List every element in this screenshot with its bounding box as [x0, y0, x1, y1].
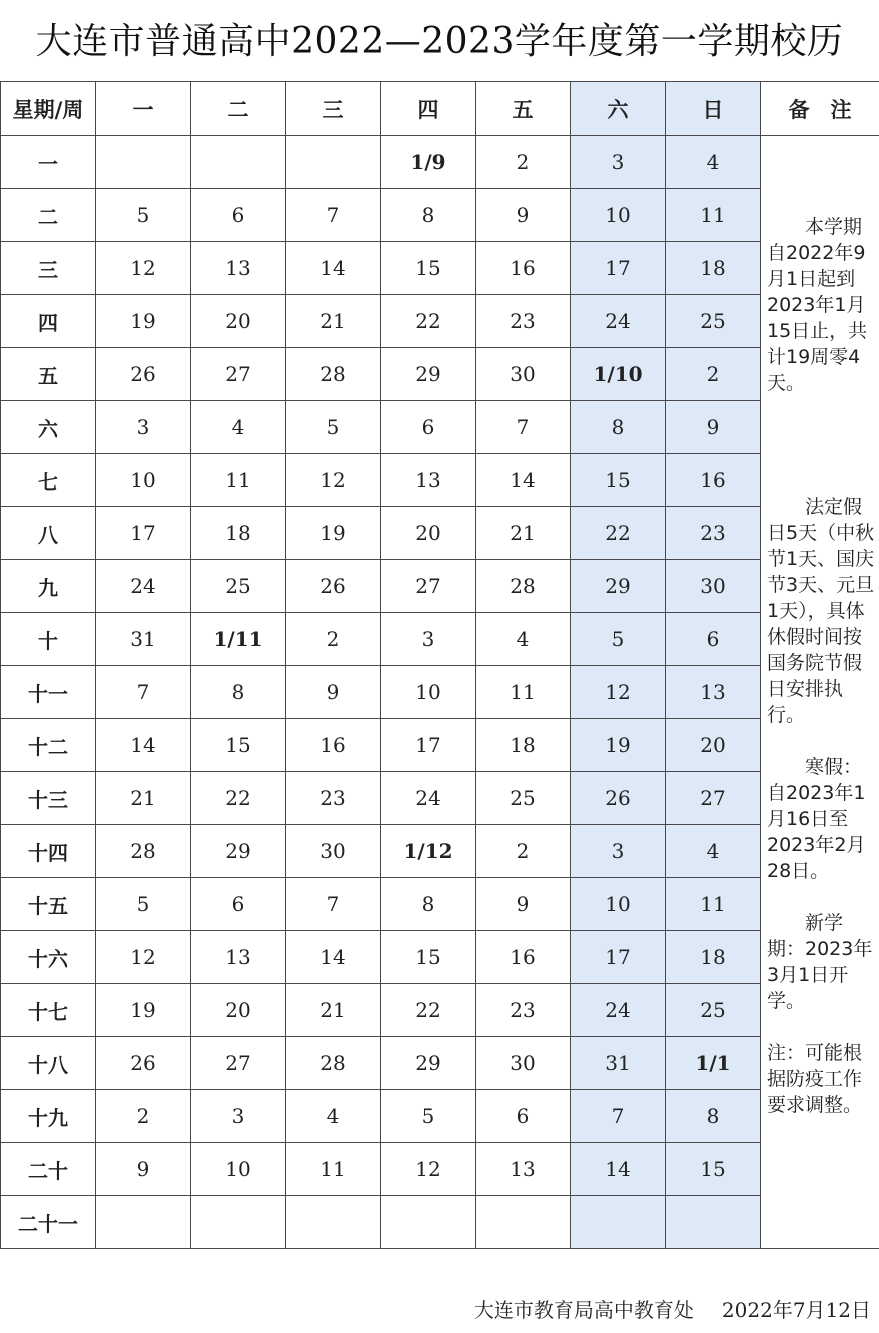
date-cell: 25: [666, 295, 761, 348]
date-cell: 11: [476, 666, 571, 719]
date-cell: 6: [191, 878, 286, 931]
date-cell: 29: [381, 1037, 476, 1090]
date-cell: 3: [381, 613, 476, 666]
date-cell: 8: [666, 1090, 761, 1143]
week-label: 十一: [1, 666, 96, 719]
date-cell: 4: [666, 825, 761, 878]
date-cell: 3: [571, 825, 666, 878]
date-cell: 11: [286, 1143, 381, 1196]
date-cell: 2: [666, 348, 761, 401]
week-row: [1, 878, 879, 931]
week-label: 十二: [1, 719, 96, 772]
week-label: 九: [1, 560, 96, 613]
date-cell: 15: [191, 719, 286, 772]
date-cell: 4: [476, 613, 571, 666]
week-row: [1, 401, 879, 454]
date-cell: 10: [381, 666, 476, 719]
date-cell: 2: [476, 825, 571, 878]
date-cell: 12: [286, 454, 381, 507]
date-cell: 29: [381, 348, 476, 401]
date-cell: 5: [571, 613, 666, 666]
date-cell: 20: [191, 295, 286, 348]
week-row: [1, 1196, 879, 1249]
date-cell: 12: [381, 1143, 476, 1196]
date-cell: 6: [191, 189, 286, 242]
date-cell: 27: [191, 348, 286, 401]
date-cell: 15: [381, 242, 476, 295]
date-cell: 24: [381, 772, 476, 825]
date-cell: 1/11: [191, 613, 286, 666]
week-label: 十八: [1, 1037, 96, 1090]
week-label: 十七: [1, 984, 96, 1037]
date-cell: 22: [571, 507, 666, 560]
date-cell: 25: [666, 984, 761, 1037]
date-cell: 4: [191, 401, 286, 454]
footer: [446, 1294, 871, 1323]
date-cell: 23: [286, 772, 381, 825]
date-cell: 6: [381, 401, 476, 454]
week-row: [1, 189, 879, 242]
week-row: [1, 984, 879, 1037]
date-cell: 2: [96, 1090, 191, 1143]
date-cell: 21: [96, 772, 191, 825]
calendar-body: [1, 136, 879, 1249]
week-label: 二十一: [1, 1196, 96, 1249]
week-label: 十九: [1, 1090, 96, 1143]
day-header-mon: 一: [96, 82, 191, 136]
date-cell: 9: [96, 1143, 191, 1196]
date-cell: 19: [571, 719, 666, 772]
date-cell: 3: [571, 136, 666, 189]
date-cell: [286, 1196, 381, 1249]
week-label: 十五: [1, 878, 96, 931]
note-holiday: 法定假日5天（中秋节1天、国庆节3天、元旦1天），具体休假时间按国务院节假日安排执行。: [767, 496, 875, 726]
date-cell: 21: [286, 295, 381, 348]
date-cell: 9: [476, 878, 571, 931]
date-cell: 7: [286, 878, 381, 931]
week-row: [1, 1143, 879, 1196]
week-row: [1, 295, 879, 348]
date-cell: 6: [666, 613, 761, 666]
date-cell: 7: [476, 401, 571, 454]
week-row: [1, 666, 879, 719]
date-cell: 28: [96, 825, 191, 878]
day-header-fri: 五: [476, 82, 571, 136]
header-row: [1, 82, 879, 136]
date-cell: 14: [571, 1143, 666, 1196]
page-title: 大连市普通高中2022—2023学年度第一学期校历: [35, 21, 844, 62]
date-cell: 28: [286, 348, 381, 401]
day-header-sun: 日: [666, 82, 761, 136]
date-cell: 27: [381, 560, 476, 613]
date-cell: 17: [571, 242, 666, 295]
week-label: 二十: [1, 1143, 96, 1196]
week-label: 十四: [1, 825, 96, 878]
note-term: 本学期自2022年9月1日起到2023年1月15日止，共计19周零4天。: [767, 216, 868, 394]
week-row: [1, 507, 879, 560]
date-cell: 9: [476, 189, 571, 242]
date-cell: 23: [476, 984, 571, 1037]
date-cell: 8: [381, 189, 476, 242]
date-cell: 13: [191, 931, 286, 984]
week-row: [1, 1090, 879, 1143]
week-label: 十: [1, 613, 96, 666]
date-cell: 17: [96, 507, 191, 560]
date-cell: 26: [96, 1037, 191, 1090]
week-label: 十三: [1, 772, 96, 825]
week-row: [1, 242, 879, 295]
date-cell: 1/1: [666, 1037, 761, 1090]
date-cell: 16: [286, 719, 381, 772]
date-cell: 18: [476, 719, 571, 772]
date-cell: 3: [191, 1090, 286, 1143]
week-label: 六: [1, 401, 96, 454]
date-cell: 12: [96, 931, 191, 984]
date-cell: 18: [191, 507, 286, 560]
date-cell: 26: [96, 348, 191, 401]
note-new-term: 新学期：2023年3月1日开学。: [767, 912, 873, 1012]
date-cell: 20: [191, 984, 286, 1037]
date-cell: [96, 136, 191, 189]
date-cell: 24: [571, 984, 666, 1037]
day-header-tue: 二: [191, 82, 286, 136]
date-cell: 22: [191, 772, 286, 825]
date-cell: 13: [666, 666, 761, 719]
date-cell: 14: [96, 719, 191, 772]
date-cell: 30: [286, 825, 381, 878]
date-cell: 7: [571, 1090, 666, 1143]
date-cell: 14: [286, 931, 381, 984]
date-cell: 22: [381, 295, 476, 348]
footer-date: 2022年7月12日: [721, 1298, 871, 1322]
date-cell: 27: [191, 1037, 286, 1090]
week-label: 三: [1, 242, 96, 295]
week-row: [1, 772, 879, 825]
date-cell: 4: [666, 136, 761, 189]
date-cell: 14: [286, 242, 381, 295]
date-cell: 8: [571, 401, 666, 454]
date-cell: 28: [286, 1037, 381, 1090]
date-cell: [666, 1196, 761, 1249]
date-cell: 30: [476, 348, 571, 401]
date-cell: 5: [381, 1090, 476, 1143]
date-cell: 3: [96, 401, 191, 454]
week-label: 五: [1, 348, 96, 401]
date-cell: 21: [286, 984, 381, 1037]
notes-cell: [761, 136, 879, 1249]
date-cell: 16: [666, 454, 761, 507]
date-cell: 13: [476, 1143, 571, 1196]
date-cell: 16: [476, 242, 571, 295]
week-label: 一: [1, 136, 96, 189]
date-cell: 11: [666, 189, 761, 242]
date-cell: 8: [381, 878, 476, 931]
date-cell: 14: [476, 454, 571, 507]
week-label: 七: [1, 454, 96, 507]
date-cell: 21: [476, 507, 571, 560]
date-cell: 30: [476, 1037, 571, 1090]
date-cell: 23: [476, 295, 571, 348]
date-cell: 16: [476, 931, 571, 984]
date-cell: 15: [381, 931, 476, 984]
date-cell: 17: [571, 931, 666, 984]
date-cell: 5: [96, 189, 191, 242]
date-cell: 9: [666, 401, 761, 454]
date-cell: [191, 1196, 286, 1249]
date-cell: 25: [191, 560, 286, 613]
week-label: 十六: [1, 931, 96, 984]
date-cell: 20: [666, 719, 761, 772]
week-row: [1, 1037, 879, 1090]
date-cell: 8: [191, 666, 286, 719]
date-cell: 18: [666, 931, 761, 984]
date-cell: 5: [96, 878, 191, 931]
date-cell: 20: [381, 507, 476, 560]
date-cell: [191, 136, 286, 189]
week-label: 八: [1, 507, 96, 560]
date-cell: 29: [191, 825, 286, 878]
day-header-sat: 六: [571, 82, 666, 136]
date-cell: 22: [381, 984, 476, 1037]
date-cell: [476, 1196, 571, 1249]
date-cell: 5: [286, 401, 381, 454]
week-row: [1, 348, 879, 401]
date-cell: 10: [96, 454, 191, 507]
note-winter: 寒假：自2023年1月16日至2023年2月28日。: [767, 756, 866, 882]
day-header-wed: 三: [286, 82, 381, 136]
date-cell: 13: [191, 242, 286, 295]
note-remark: 注：可能根据防疫工作要求调整。: [767, 1042, 863, 1116]
date-cell: 24: [96, 560, 191, 613]
date-cell: 31: [571, 1037, 666, 1090]
date-cell: 1/9: [381, 136, 476, 189]
notes-column-header: 备 注: [761, 82, 879, 136]
calendar-table: [0, 81, 879, 1249]
date-cell: [381, 1196, 476, 1249]
date-cell: 15: [666, 1143, 761, 1196]
date-cell: 28: [476, 560, 571, 613]
week-row: [1, 719, 879, 772]
week-row: [1, 560, 879, 613]
day-header-thu: 四: [381, 82, 476, 136]
week-row: [1, 825, 879, 878]
date-cell: 19: [286, 507, 381, 560]
date-cell: 7: [286, 189, 381, 242]
date-cell: [96, 1196, 191, 1249]
date-cell: 23: [666, 507, 761, 560]
week-row: [1, 136, 879, 189]
week-column-header: 星期/周: [1, 82, 96, 136]
date-cell: 10: [571, 189, 666, 242]
date-cell: 19: [96, 984, 191, 1037]
date-cell: 4: [286, 1090, 381, 1143]
date-cell: 13: [381, 454, 476, 507]
date-cell: 29: [571, 560, 666, 613]
date-cell: 11: [191, 454, 286, 507]
date-cell: 24: [571, 295, 666, 348]
week-row: [1, 454, 879, 507]
date-cell: [571, 1196, 666, 1249]
date-cell: 26: [571, 772, 666, 825]
date-cell: 25: [476, 772, 571, 825]
week-row: [1, 931, 879, 984]
week-row: [1, 613, 879, 666]
footer-org: 大连市教育局高中教育处: [473, 1298, 694, 1322]
date-cell: 27: [666, 772, 761, 825]
date-cell: 2: [476, 136, 571, 189]
date-cell: 17: [381, 719, 476, 772]
date-cell: 19: [96, 295, 191, 348]
date-cell: 11: [666, 878, 761, 931]
date-cell: 26: [286, 560, 381, 613]
date-cell: 1/12: [381, 825, 476, 878]
date-cell: 10: [191, 1143, 286, 1196]
date-cell: 18: [666, 242, 761, 295]
date-cell: 6: [476, 1090, 571, 1143]
date-cell: 15: [571, 454, 666, 507]
date-cell: 31: [96, 613, 191, 666]
date-cell: 2: [286, 613, 381, 666]
date-cell: 1/10: [571, 348, 666, 401]
date-cell: 9: [286, 666, 381, 719]
date-cell: 12: [571, 666, 666, 719]
date-cell: 7: [96, 666, 191, 719]
week-label: 四: [1, 295, 96, 348]
date-cell: 10: [571, 878, 666, 931]
week-label: 二: [1, 189, 96, 242]
date-cell: 30: [666, 560, 761, 613]
date-cell: 12: [96, 242, 191, 295]
date-cell: [286, 136, 381, 189]
